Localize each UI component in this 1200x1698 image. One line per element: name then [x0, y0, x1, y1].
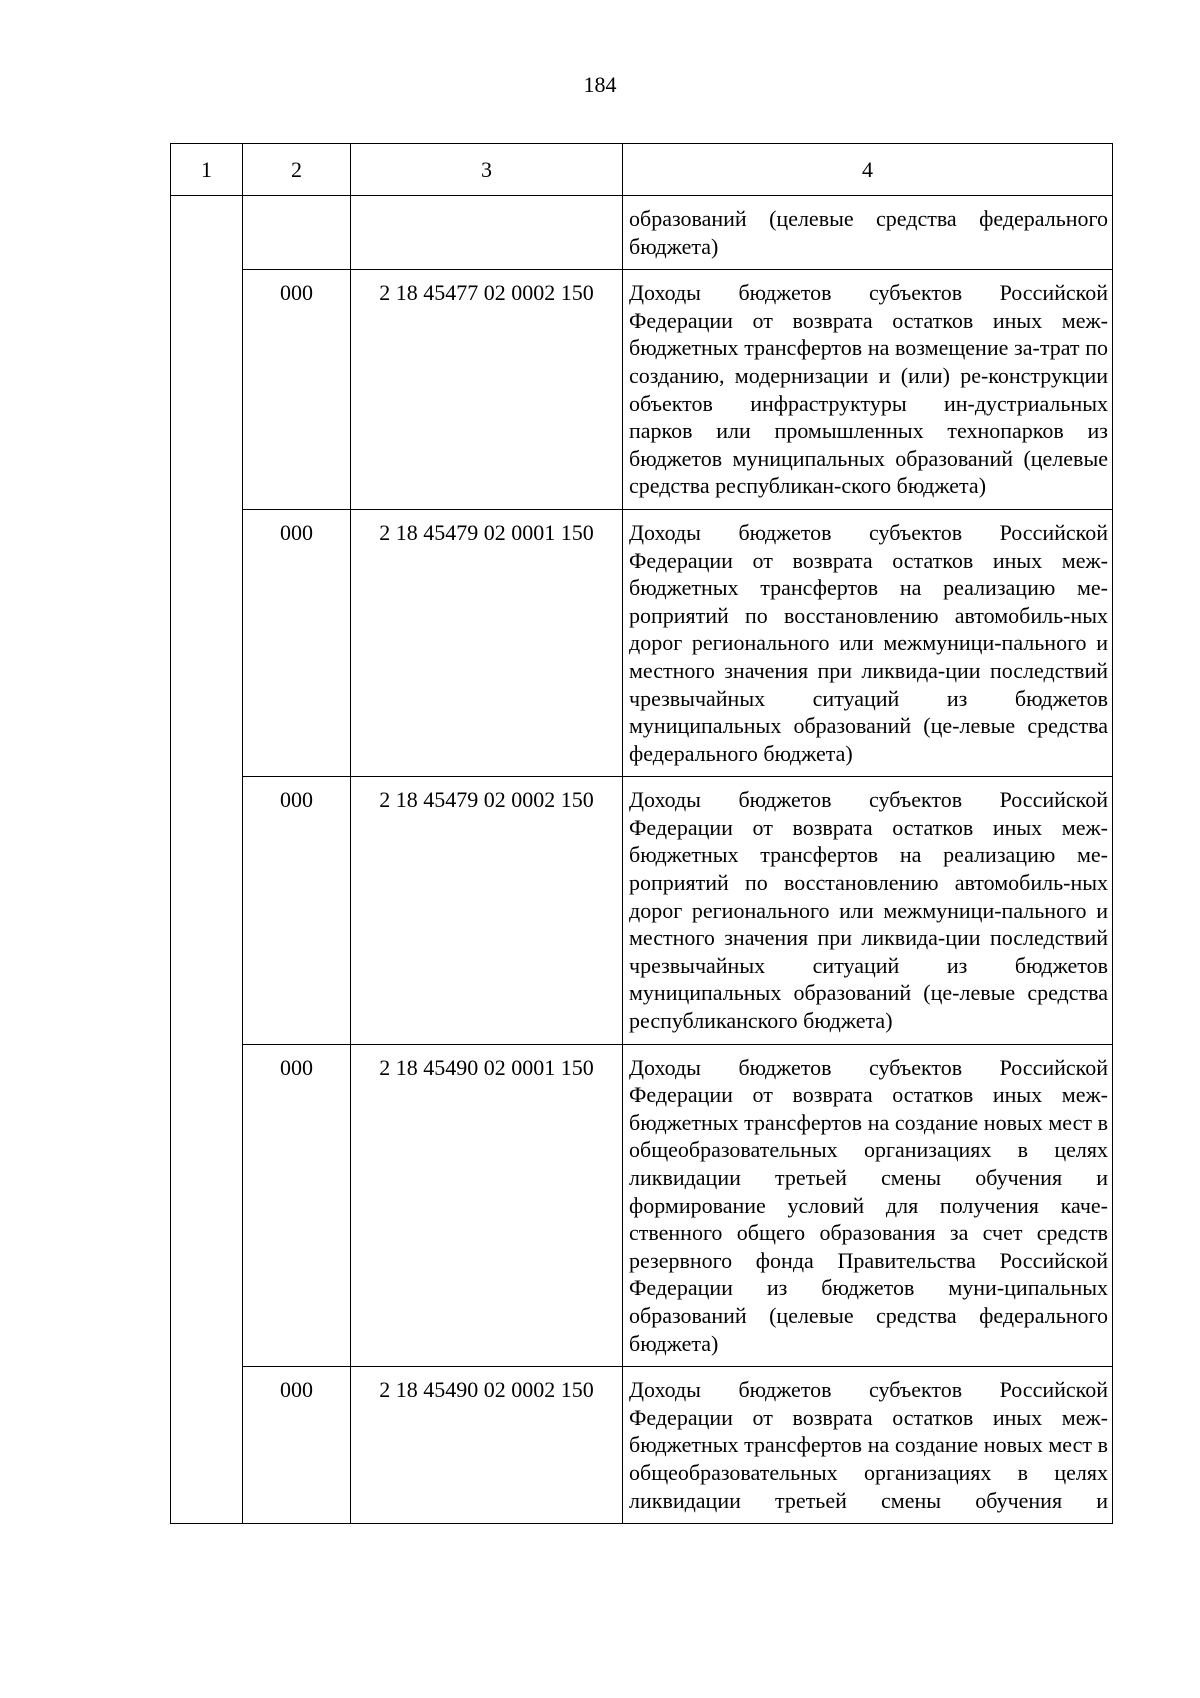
- budget-code-cell: 2 18 45479 02 0001 150: [351, 509, 623, 776]
- header-col-3: 3: [351, 144, 623, 196]
- description-cell: Доходы бюджетов субъектов Российской Федерации от возврата остатков иных меж-бюджетных трансфертов на создание новых мест в общеобразовательных организациях в целях ликвидации третьей смены обучения и формирование условий для получения каче-ственного общего образования за счет средств резервного фонда Правительства Российской Федерации из бюджетов муни-ципальных образований (целевые средства федерального бюджета): [623, 1044, 1113, 1367]
- header-col-2: 2: [243, 144, 351, 196]
- header-col-1: 1: [171, 144, 243, 196]
- description-cell: образований (целевые средства федерального бюджета): [623, 196, 1113, 270]
- table-row: [171, 777, 1113, 1044]
- row-number-cell: [171, 196, 243, 1524]
- admin-code-cell: 000: [243, 1044, 351, 1367]
- description-cell: Доходы бюджетов субъектов Российской Федерации от возврата остатков иных меж-бюджетных трансфертов на создание новых мест в общеобразовательных организациях в целях ликвидации третьей смены обучения и: [623, 1367, 1113, 1524]
- table-row: [171, 1044, 1113, 1367]
- admin-code-cell: 000: [243, 509, 351, 776]
- table-row: [171, 1367, 1113, 1524]
- table-row: [171, 196, 1113, 270]
- description-cell: Доходы бюджетов субъектов Российской Федерации от возврата остатков иных меж-бюджетных трансфертов на реализацию ме-роприятий по восстановлению автомобиль-ных дорог регионального или межмуници-пального и местного значения при ликвида-ции последствий чрезвычайных ситуаций из бюджетов муниципальных образований (це-левые средства республиканского бюджета): [623, 777, 1113, 1044]
- table-row: [171, 270, 1113, 510]
- budget-code-cell: 2 18 45490 02 0001 150: [351, 1044, 623, 1367]
- admin-code-cell: 000: [243, 777, 351, 1044]
- admin-code-cell: [243, 196, 351, 270]
- description-cell: Доходы бюджетов субъектов Российской Федерации от возврата остатков иных меж-бюджетных трансфертов на возмещение за-трат по созданию, модернизации и (или) ре-конструкции объектов инфраструктуры ин-дустриальных парков или промышленных технопарков из бюджетов муниципальных образований (целевые средства республикан-ского бюджета): [623, 270, 1113, 510]
- admin-code-cell: 000: [243, 270, 351, 510]
- budget-code-cell: 2 18 45490 02 0002 150: [351, 1367, 623, 1524]
- admin-code-cell: 000: [243, 1367, 351, 1524]
- page-number: 184: [583, 72, 617, 97]
- budget-code-cell: [351, 196, 623, 270]
- header-col-4: 4: [623, 144, 1113, 196]
- table-header-row: [171, 144, 1113, 196]
- description-cell: Доходы бюджетов субъектов Российской Федерации от возврата остатков иных меж-бюджетных трансфертов на реализацию ме-роприятий по восстановлению автомобиль-ных дорог регионального или межмуници-пального и местного значения при ликвида-ции последствий чрезвычайных ситуаций из бюджетов муниципальных образований (це-левые средства федерального бюджета): [623, 509, 1113, 776]
- budget-codes-table: [170, 143, 1113, 1524]
- budget-code-cell: 2 18 45477 02 0002 150: [351, 270, 623, 510]
- budget-code-cell: 2 18 45479 02 0002 150: [351, 777, 623, 1044]
- table-row: [171, 509, 1113, 776]
